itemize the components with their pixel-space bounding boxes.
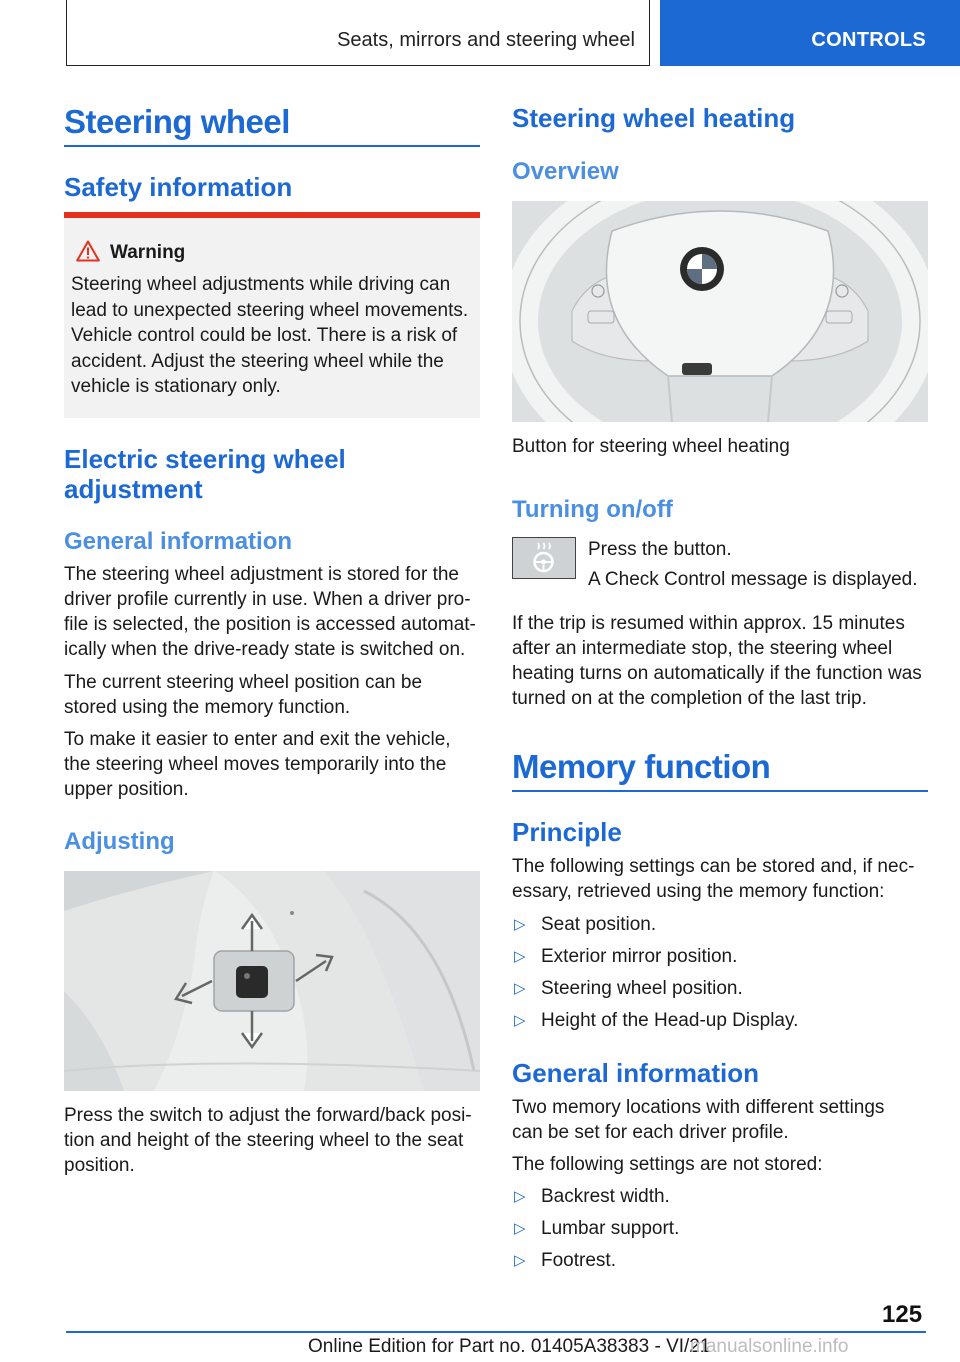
turning-paragraph: If the trip is resumed within approx. 15 minutes after an intermediate stop, the steering wheel heating turns on automatically if the function was turned on at the completion of the last trip. [512, 613, 922, 709]
bullet-triangle-icon: ▷ [514, 1252, 526, 1269]
memory-general-paragraph-2: The following settings are not stored: [512, 1154, 823, 1175]
header-section-tab [66, 0, 650, 66]
header-chapter-tab [660, 0, 960, 66]
chapter-title: CONTROLS [811, 29, 926, 51]
heated-steering-wheel-icon [513, 538, 574, 577]
bullet-triangle-icon: ▷ [514, 980, 526, 997]
bullet-triangle-icon: ▷ [514, 1220, 526, 1237]
warning-triangle-icon [76, 240, 100, 262]
memory-general-paragraph-1: Two memory locations with different settings can be set for each driver profile. [512, 1097, 885, 1143]
general-information-heading: General information [64, 528, 293, 555]
overview-caption: Button for steering wheel heating [512, 436, 790, 457]
memory-title-rule [512, 790, 928, 792]
turning-line-2: A Check Control message is displayed. [588, 569, 918, 590]
adjusting-paragraph: Press the switch to adjust the forward/back posi‐ tion and height of the steering wheel to the seat position. [64, 1105, 472, 1176]
heating-button-icon [512, 537, 576, 579]
steering-wheel-illustration [512, 201, 928, 422]
electric-adjustment-heading: Electric steering wheel adjustment [64, 444, 346, 504]
warning-box [64, 212, 480, 418]
adjust-switch-drawing [64, 871, 480, 1091]
page-number: 125 [882, 1301, 923, 1328]
overview-heading: Overview [512, 158, 619, 185]
steering-wheel-drawing [512, 201, 928, 422]
title-rule [64, 145, 480, 147]
steering-adjust-switch-illustration [64, 871, 480, 1091]
footer-edition: Online Edition for Part no. 01405A38383 - VI/21 [308, 1336, 711, 1357]
memory-title: Memory function [512, 748, 771, 785]
warning-text: Steering wheel adjustments while driving can lead to unexpected steering wheel movements. Vehicle control could be lost. There is a risk of accident. Adjust the steering wheel while the vehicle is stationary only. [71, 274, 469, 397]
turning-line-1: Press the button. [588, 539, 732, 560]
heating-heading: Steering wheel heating [512, 103, 796, 133]
bullet-triangle-icon: ▷ [514, 916, 526, 933]
bullet-triangle-icon: ▷ [514, 1012, 526, 1029]
footer-watermark: manualsonline.info [690, 1336, 849, 1357]
turning-heading: Turning on/off [512, 496, 673, 523]
warning-title: Warning [110, 242, 186, 263]
bullet-triangle-icon: ▷ [514, 948, 526, 965]
principle-heading: Principle [512, 817, 622, 847]
adjusting-heading: Adjusting [64, 828, 175, 855]
safety-heading: Safety information [64, 172, 293, 202]
section-title: Seats, mirrors and steering wheel [337, 29, 635, 51]
general-paragraph-2: The current steering wheel position can be stored using the memory function. [64, 672, 423, 718]
memory-general-heading: General information [512, 1058, 760, 1088]
principle-paragraph: The following settings can be stored and, if nec‐ essary, retrieved using the memory function: [512, 856, 915, 902]
bullet-triangle-icon: ▷ [514, 1188, 526, 1205]
page-title: Steering wheel [64, 103, 290, 140]
general-paragraph-1: The steering wheel adjustment is stored for the driver profile currently in use. When a driver pro‐ file is selected, the position is accessed automat‐ ically when the drive-ready state is switched on. [64, 564, 476, 660]
footer-rule [66, 1331, 926, 1333]
warning-bar [64, 212, 480, 218]
general-paragraph-3: To make it easier to enter and exit the vehicle, the steering wheel moves temporarily into the upper position. [64, 729, 451, 800]
